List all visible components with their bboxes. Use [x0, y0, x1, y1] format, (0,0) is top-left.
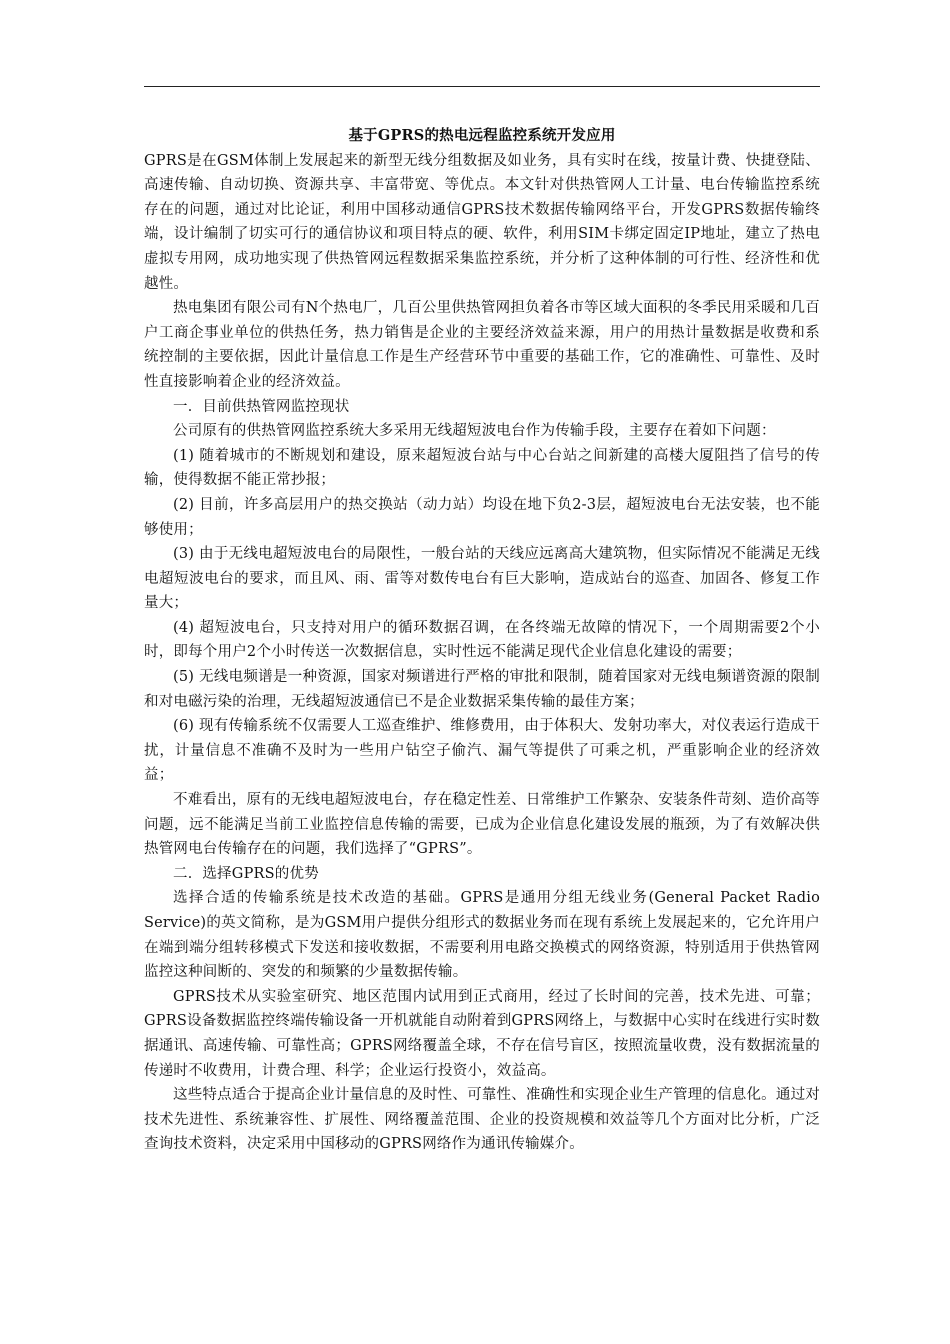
intro-paragraph: 热电集团有限公司有N个热电厂，几百公里供热管网担负着各市等区域大面积的冬季民用采暖和几百户工商企事业单位的供热任务，热力销售是企业的主要经济效益来源，用户的用热计量数据是收费和系统控制的主要依据，因此计量信息工作是生产经营环节中重要的基础工作，它的准确性、可靠性、及时性直接影响着企业的经济效益。 — [144, 300, 820, 390]
abstract-paragraph: GPRS是在GSM体制上发展起来的新型无线分组数据及如业务，具有实时在线，按量计费、快捷登陆、高速传输、自动切换、资源共享、丰富带宽、等优点。本文针对供热管网人工计量、电台传输监控系统存在的问题，通过对比论证，利用中国移动通信GPRS技术数据传输网络平台，开发GPRS数据传输终端，设计编制了切实可行的通信协议和项目特点的硬、软件，利用SIM卡绑定固定IP地址，建立了热电虚拟专用网，成功地实现了供热管网远程数据采集监控系统，并分析了这种体制的可行性、经济性和优越性。 — [144, 152, 820, 292]
list-item-2: (2) 目前，许多高层用户的热交换站（动力站）均设在地下负2-3层，超短波电台无法安装，也不能够使用； — [144, 496, 820, 538]
conclusion-paragraph: 不难看出，原有的无线电超短波电台，存在稳定性差、日常维护工作繁杂、安装条件苛刻、造价高等问题，远不能满足当前工业监控信息传输的需要，已成为企业信息化建设发展的瓶颈，为了有效解决供热管网电台传输存在的问题，我们选择了“GPRS”。 — [144, 792, 820, 858]
header-rule — [144, 86, 820, 87]
body-paragraph: 公司原有的供热管网监控系统大多采用无线超短波电台作为传输手段，主要存在着如下问题： — [173, 423, 776, 440]
document-body — [144, 124, 820, 1157]
list-item-1: (1) 随着城市的不断规划和建设，原来超短波台站与中心台站之间新建的高楼大厦阻挡了信号的传输，使得数据不能正常抄报； — [144, 447, 820, 489]
list-item-4: (4) 超短波电台，只支持对用户的循环数据召调，在各终端无故障的情况下，一个周期需要2个小时，即每个用户2个小时传送一次数据信息，实时性远不能满足现代企业信息化建设的需要； — [144, 619, 820, 661]
list-item-6: (6) 现有传输系统不仅需要人工巡查维护、维修费用，由于体积大、发射功率大，对仪表运行造成干扰，计量信息不准确不及时为一些用户钻空子偷汽、漏气等提供了可乘之机，严重影响企业的经济效益； — [144, 718, 820, 784]
document-title: 基于GPRS的热电远程监控系统开发应用 — [348, 127, 616, 144]
gprs-advantages-paragraph: GPRS技术从实验室研究、地区范围内试用到正式商用，经过了长时间的完善，技术先进、可靠；GPRS设备数据监控终端传输设备一开机就能自动附着到GPRS网络上，与数据中心实时在线进行实时数据通讯、高速传输、可靠性高；GPRS网络覆盖全球，不存在信号盲区，按照流量收费，没有数据流量的传递时不收费用，计费合理、科学；企业运行投资小，效益高。 — [144, 988, 820, 1079]
gprs-definition-paragraph: 选择合适的传输系统是技术改造的基础。GPRS是通用分组无线业务(General Packet Radio Service)的英文简称，是为GSM用户提供分组形式的数据业务而在现有系统上发展起来的，它允许用户在端到端分组转移模式下发送和接收数据，不需要利用电路交换模式的网络资源，特别适用于供热管网监控这种间断的、突发的和频繁的少量数据传输。 — [144, 890, 820, 981]
section-heading-2: 二．选择GPRS的优势 — [173, 865, 319, 882]
list-item-5: (5) 无线电频谱是一种资源，国家对频谱进行严格的审批和限制，随着国家对无线电频谱资源的限制和对电磁污染的治理，无线超短波通信已不是企业数据采集传输的最佳方案； — [144, 669, 820, 710]
section-heading-1: 一．目前供热管网监控现状 — [173, 398, 350, 415]
decision-paragraph: 这些特点适合于提高企业计量信息的及时性、可靠性、准确性和实现企业生产管理的信息化。通过对技术先进性、系统兼容性、扩展性、网络覆盖范围、企业的投资规模和效益等几个方面对比分析，广泛查询技术资料，决定采用中国移动的GPRS网络作为通讯传输媒介。 — [144, 1087, 820, 1153]
list-item-3: (3) 由于无线电超短波电台的局限性，一般台站的天线应远离高大建筑物，但实际情况不能满足无线电超短波电台的要求，而且风、雨、雷等对数传电台有巨大影响，造成站台的巡查、加固各、修复工作量大； — [144, 546, 820, 612]
